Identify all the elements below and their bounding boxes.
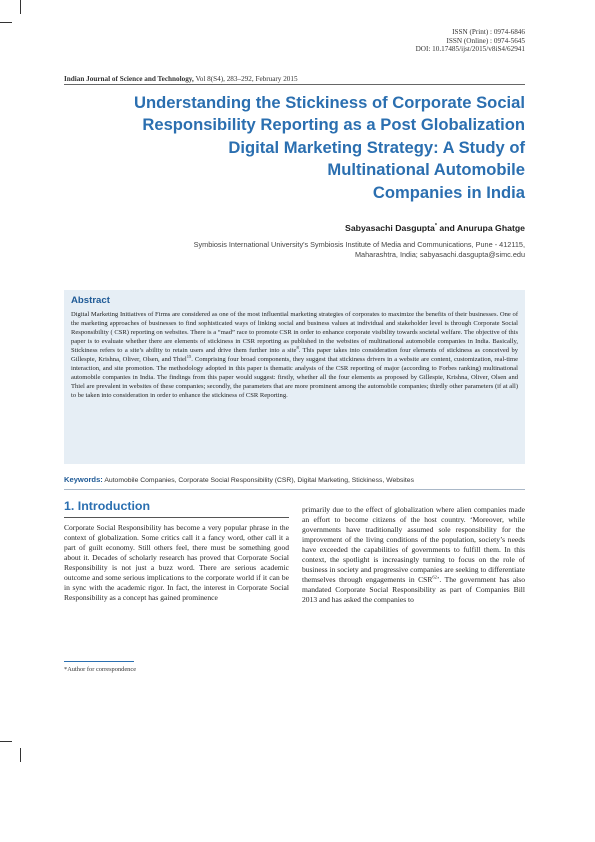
authors: [345, 223, 525, 233]
affiliation-line: Symbiosis International University's Symbiosis Institute of Media and Communications, Pune - 412115,: [193, 240, 525, 249]
citation-ref: 15: [186, 353, 192, 359]
citation-ref: 8: [296, 344, 299, 350]
journal-citation: [64, 75, 298, 83]
footnote-rule: [64, 661, 134, 662]
crop-mark-bottom-left-vertical: [20, 748, 21, 762]
footnote: *Author for correspondence: [64, 666, 137, 673]
section-heading: 1. Introduction: [64, 499, 151, 513]
abstract-heading: Abstract: [71, 295, 110, 306]
corresponding-mark: *: [434, 223, 437, 230]
intro-left-column: Corporate Social Responsibility has become a very popular phrase in the context of globalization. Some critics call it a fancy word, other call it a part of guilt economy. Still others feel, there must be something good about it. Decades of scholarly research has proved that Corporate Social Responsibility is not just a buzz word. There are serious academic outcome and some serious implications to the corporate world if it can be in sync with the academic rigor. In fact, the interest in Corporate Social Responsibility as a concept has gained prominence: [64, 523, 289, 603]
journal-name: Indian Journal of Science and Technology,: [64, 75, 194, 83]
keywords: [64, 475, 525, 484]
keywords-text: Automobile Companies, Corporate Social Responsibility (CSR), Digital Marketing, Stickiness, Websites: [102, 477, 414, 484]
intro-right-column: [302, 505, 525, 605]
title-line: Multinational Automobile: [327, 160, 525, 180]
section-rule: [64, 517, 289, 518]
issn-print: ISSN (Print) : 0974-6846: [452, 28, 525, 36]
author-1: Sabyasachi Dasgupta: [345, 223, 435, 233]
intro-right-part: primarily due to the effect of globalization where alien companies made an effort to become citizens of the host country. ‘Moreover, while governments have traditionally assumed sole responsibility for the improvement of the living conditions of the population, society’s needs have exceeded the capabilities of governments to fulfill them. In this context, the spotlight is increasingly turning to focus on the role of business in society and progressive companies are seeking to differentiate themselves through engagements in CSR: [302, 505, 525, 585]
header-rule: [64, 84, 525, 85]
article-title: [85, 92, 525, 204]
title-line: Companies in India: [372, 182, 525, 202]
title-line: Responsibility Reporting as a Post Globalization: [142, 115, 525, 135]
crop-mark-bottom-left-horizontal: [0, 741, 12, 742]
abstract-text: [71, 310, 518, 400]
issn-online: ISSN (Online) : 0974-5645: [446, 36, 525, 45]
journal-details: Vol 8(S4), 283–292, February 2015: [193, 75, 298, 83]
keywords-rule: [64, 489, 525, 490]
intro-right-part: ’. The government has also mandated Corporate Social Responsibility as part of Companies Bill 2013 and has asked the companies to: [302, 575, 525, 605]
affiliation: [105, 240, 525, 260]
doi: DOI: 10.17485/ijst/2015/v8iS4/62941: [415, 45, 525, 54]
abstract-part: Digital Marketing Initiatives of Firms are considered as one of the most influential marketing strategies of corporates to maximize the benefits of their businesses. One of the marketing approaches of businesses to find sophisticated ways of linking social and business values at individual and stakeholder level is through Corporate Social Responsibility ( CSR) reporting on websites. There is a “mad” race to promote CSR in order to enhance corporate visibility towards societal welfare. The objective of this paper is to evaluate whether there are elements of stickiness in CSR reporting as published in the websites of multinational automobile companies in India. Basically, Stickiness refers to a site’s ability to retain users and drive them further into a site: [71, 311, 518, 354]
issn-block: [416, 28, 525, 54]
crop-mark-top-left-vertical: [20, 0, 21, 14]
affiliation-line: Maharashtra, India; sabyasachi.dasgupta@simc.edu: [354, 250, 525, 259]
citation-ref: 62: [432, 574, 437, 580]
author-2: and Anurupa Ghatge: [436, 223, 525, 233]
title-line: Digital Marketing Strategy: A Study of: [228, 137, 525, 157]
crop-mark-top-left-horizontal: [0, 22, 12, 23]
keywords-label: Keywords:: [64, 475, 103, 484]
abstract-part: . Comprising four broad components, they suggest that stickiness drivers in a website are content, customization, real-time interaction, and site promotion. The methodology adopted in this paper is thematic analysis of the CSR reporting of major (according to Forbes ranking) multinational automobile companies in India. The findings from this paper would suggest: firstly, whether all the four elements as proposed by Gillespie, Krishna, Oliver, Olsen and Thiel are prevalent in websites of these companies; secondly, the parameters that are more prominent among the automobile companies; thirdly other parameters (if at all) to be taken into consideration in order to enhance the stickiness of CSR Reporting.: [71, 356, 518, 399]
title-line: Understanding the Stickiness of Corporate Social: [134, 93, 525, 112]
abstract-part: . This paper takes into consideration four elements of stickiness as conceived by Gillespie, Krishna, Oliver, Olsen, and Thiel: [71, 347, 518, 363]
